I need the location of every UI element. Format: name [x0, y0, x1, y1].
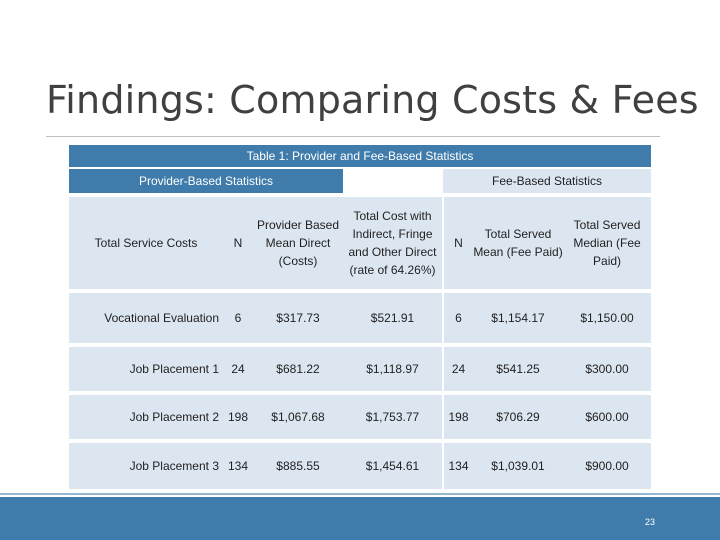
cell-n-provider: 134	[223, 441, 253, 491]
col-header-served-median: Total Served Median (Fee Paid)	[563, 195, 651, 291]
row-label: Job Placement 3	[69, 441, 223, 491]
col-header-total-cost-indirect: Total Cost with Indirect, Fringe and Other Direct (rate of 64.26%)	[343, 195, 443, 291]
cell-provider-mean: $681.22	[253, 345, 343, 393]
table-row	[69, 345, 651, 393]
cell-n-provider: 24	[223, 345, 253, 393]
cell-served-mean: $541.25	[473, 345, 563, 393]
cell-n-provider: 6	[223, 291, 253, 345]
cell-n-fee: 198	[443, 393, 473, 441]
statistics-table-container	[69, 145, 651, 493]
cell-n-fee: 134	[443, 441, 473, 491]
cell-served-mean: $706.29	[473, 393, 563, 441]
row-label: Job Placement 1	[69, 345, 223, 393]
col-header-n-provider: N	[223, 195, 253, 291]
cell-served-median: $1,150.00	[563, 291, 651, 345]
footer-accent-line	[0, 493, 720, 495]
cell-total-cost: $521.91	[343, 291, 443, 345]
group-gap	[343, 168, 443, 195]
table-row	[69, 441, 651, 491]
table-row	[69, 291, 651, 345]
col-header-n-fee: N	[443, 195, 473, 291]
cell-served-mean: $1,039.01	[473, 441, 563, 491]
group-fee-header: Fee-Based Statistics	[443, 168, 651, 195]
cell-total-cost: $1,118.97	[343, 345, 443, 393]
cell-n-provider: 198	[223, 393, 253, 441]
group-provider-header: Provider-Based Statistics	[69, 168, 343, 195]
cell-n-fee: 24	[443, 345, 473, 393]
column-header-row	[69, 195, 651, 291]
cell-served-median: $600.00	[563, 393, 651, 441]
statistics-table	[69, 145, 651, 493]
cell-provider-mean: $317.73	[253, 291, 343, 345]
cell-total-cost: $1,753.77	[343, 393, 443, 441]
col-header-provider-mean: Provider Based Mean Direct (Costs)	[253, 195, 343, 291]
col-header-total-service-costs: Total Service Costs	[69, 195, 223, 291]
table-row	[69, 393, 651, 441]
col-header-served-mean: Total Served Mean (Fee Paid)	[473, 195, 563, 291]
group-header-row	[69, 168, 651, 195]
page-number: 23	[644, 517, 655, 527]
cell-served-mean: $1,154.17	[473, 291, 563, 345]
slide-title: Findings: Comparing Costs & Fees	[46, 78, 699, 122]
cell-served-median: $300.00	[563, 345, 651, 393]
cell-n-fee: 6	[443, 291, 473, 345]
cell-provider-mean: $885.55	[253, 441, 343, 491]
row-label: Vocational Evaluation	[69, 291, 223, 345]
footer-bar	[0, 497, 720, 540]
table-caption-row	[69, 145, 651, 168]
table-caption: Table 1: Provider and Fee-Based Statistics	[69, 145, 651, 168]
cell-served-median: $900.00	[563, 441, 651, 491]
title-divider	[46, 136, 660, 137]
cell-provider-mean: $1,067.68	[253, 393, 343, 441]
row-label: Job Placement 2	[69, 393, 223, 441]
cell-total-cost: $1,454.61	[343, 441, 443, 491]
